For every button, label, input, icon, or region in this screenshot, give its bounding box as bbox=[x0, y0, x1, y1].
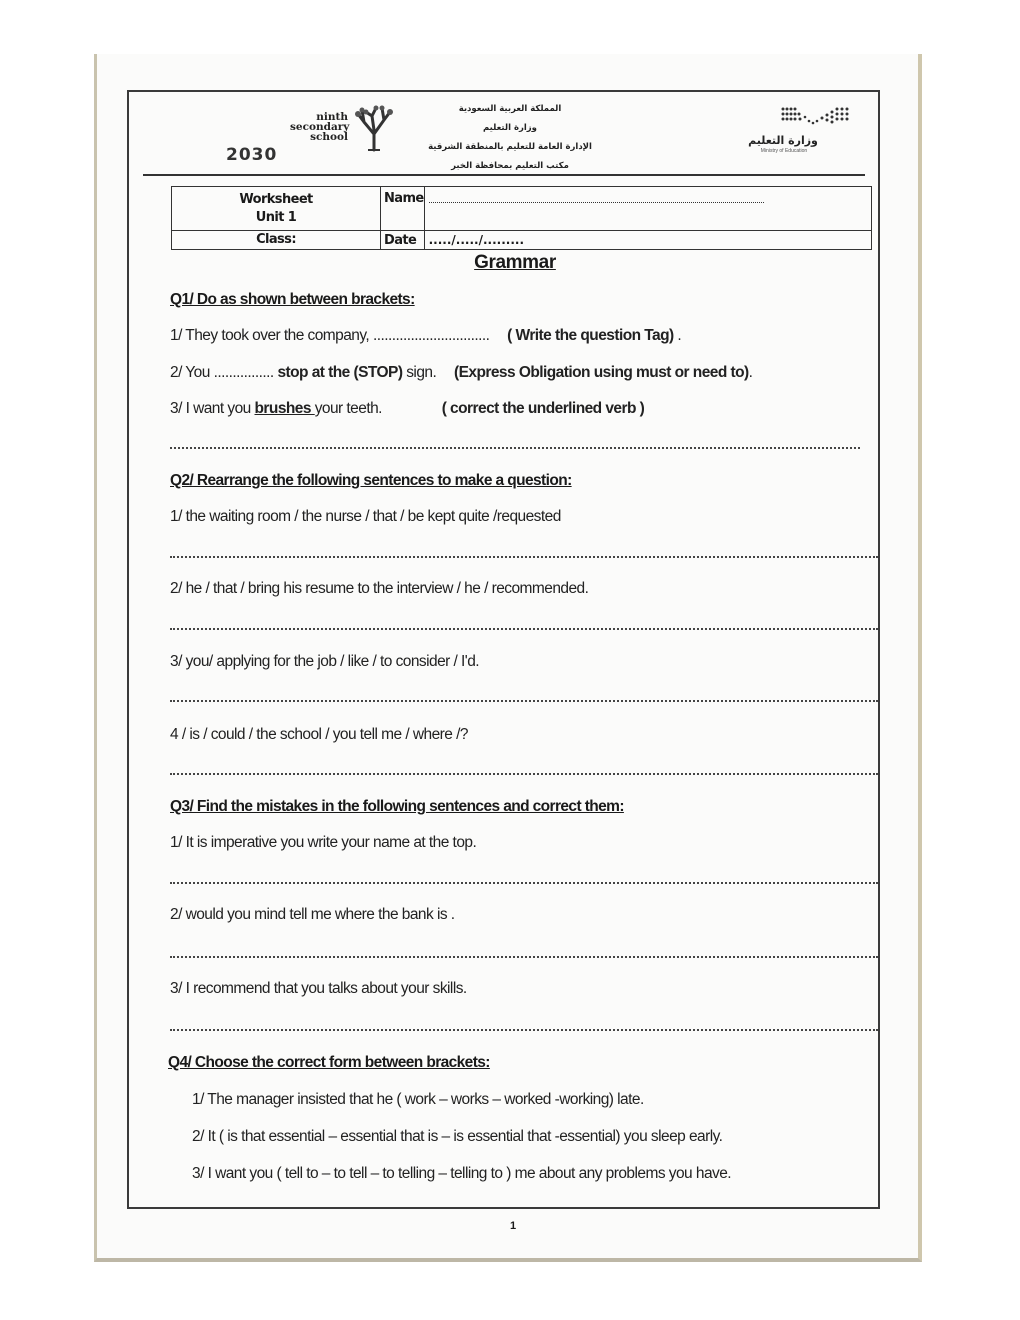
answer-line[interactable] bbox=[170, 628, 878, 630]
school-logo-line: secondary bbox=[290, 121, 350, 133]
answer-line[interactable] bbox=[170, 956, 878, 958]
q1-item-2 bbox=[170, 364, 752, 382]
answer-line[interactable] bbox=[170, 447, 860, 449]
arabic-line-directorate: الإدارة العامة للتعليم بالمنطقة الشرقية bbox=[428, 142, 592, 152]
q4-item-1: 1/ The manager insisted that he ( work – works – worked -working) late. bbox=[192, 1091, 644, 1108]
class-label[interactable]: Class: bbox=[172, 231, 381, 250]
answer-line[interactable] bbox=[170, 773, 878, 775]
arabic-header bbox=[420, 100, 600, 176]
q1-item-1 bbox=[170, 327, 681, 345]
ministry-logo-icon bbox=[780, 106, 850, 126]
date-value: ...../...../......... bbox=[428, 232, 525, 247]
q3-heading: Q3/ Find the mistakes in the following sentences and correct them: bbox=[170, 798, 624, 815]
student-info-table bbox=[171, 186, 872, 250]
q1-item-1-tail: . bbox=[673, 327, 682, 344]
ministry-name-english: Ministry of Education bbox=[760, 148, 808, 154]
arabic-line-office: مكتب التعليم بمحافظة الخبر bbox=[451, 161, 569, 171]
q2-item-4: 4 / is / could / the school / you tell me / where /? bbox=[170, 726, 468, 743]
unit-label: Unit 1 bbox=[255, 209, 297, 225]
date-label: Date bbox=[381, 231, 425, 250]
name-label: Name bbox=[381, 187, 425, 231]
name-field[interactable] bbox=[424, 187, 871, 231]
ministry-name-arabic: وزارة التعليم bbox=[748, 134, 818, 147]
answer-line[interactable] bbox=[170, 882, 878, 884]
school-logo-line: school bbox=[310, 131, 348, 143]
name-dotted-line bbox=[429, 202, 764, 203]
q1-item-3 bbox=[170, 400, 644, 418]
header-divider bbox=[143, 174, 865, 176]
q1-item-3-prefix: 3/ I want you bbox=[170, 400, 255, 417]
answer-line[interactable] bbox=[170, 556, 878, 558]
q2-item-3: 3/ you/ applying for the job / like / to consider / I'd. bbox=[170, 653, 480, 670]
school-logo-text bbox=[290, 112, 348, 142]
q4-heading: Q4/ Choose the correct form between brackets: bbox=[168, 1054, 490, 1071]
q2-item-1: 1/ the waiting room / the nurse / that / be kept quite /requested bbox=[170, 508, 561, 525]
q2-heading: Q2/ Rearrange the following sentences to make a question: bbox=[170, 472, 572, 489]
q1-item-2-prefix: 2/ You bbox=[170, 364, 214, 381]
q3-item-3: 3/ I recommend that you talks about your skills. bbox=[170, 980, 467, 997]
page-title: Grammar bbox=[474, 252, 556, 273]
q3-item-1: 1/ It is imperative you write your name at the top. bbox=[170, 834, 477, 851]
arabic-line-ministry: وزارة التعليم bbox=[483, 123, 537, 133]
q1-item-2-blank[interactable]: ................ bbox=[213, 364, 274, 381]
q4-item-2: 2/ It ( is that essential – essential that is – is essential that -essential) you sleep early. bbox=[192, 1128, 723, 1145]
school-logo-line: ninth bbox=[316, 111, 348, 123]
q1-item-1-text: 1/ They took over the company, ............................... bbox=[170, 327, 490, 344]
q2-item-2: 2/ he / that / bring his resume to the interview / he / recommended. bbox=[170, 580, 589, 597]
q1-item-3-text: your teeth. bbox=[314, 400, 382, 417]
q1-item-3-underlined-verb: brushes bbox=[254, 400, 315, 417]
date-field[interactable] bbox=[424, 231, 871, 250]
q1-item-2-instruction: (Express Obligation using must or need to) bbox=[453, 364, 749, 381]
vision-2030-logo: 2030 bbox=[226, 145, 278, 165]
answer-line[interactable] bbox=[170, 1029, 878, 1031]
q4-item-3: 3/ I want you ( tell to – to tell – to telling – telling to ) me about any problems you have. bbox=[192, 1165, 732, 1182]
worksheet-cell bbox=[172, 187, 381, 231]
q1-item-3-instruction: ( correct the underlined verb ) bbox=[441, 400, 645, 417]
q3-item-2: 2/ would you mind tell me where the bank is . bbox=[170, 906, 455, 923]
q1-item-1-instruction: ( Write the question Tag) bbox=[507, 327, 674, 344]
q1-heading: Q1/ Do as shown between brackets: bbox=[170, 291, 415, 308]
q1-item-2-tail: . bbox=[748, 364, 753, 381]
q1-item-2-after: sign. bbox=[402, 364, 437, 381]
page-number: 1 bbox=[510, 1220, 517, 1232]
arabic-line-kingdom: المملكة العربية السعودية bbox=[458, 104, 562, 114]
answer-line[interactable] bbox=[170, 700, 878, 702]
tree-logo-icon bbox=[352, 104, 396, 152]
q1-item-2-text: stop at the (STOP) bbox=[273, 364, 403, 381]
worksheet-label: Worksheet bbox=[239, 191, 313, 207]
